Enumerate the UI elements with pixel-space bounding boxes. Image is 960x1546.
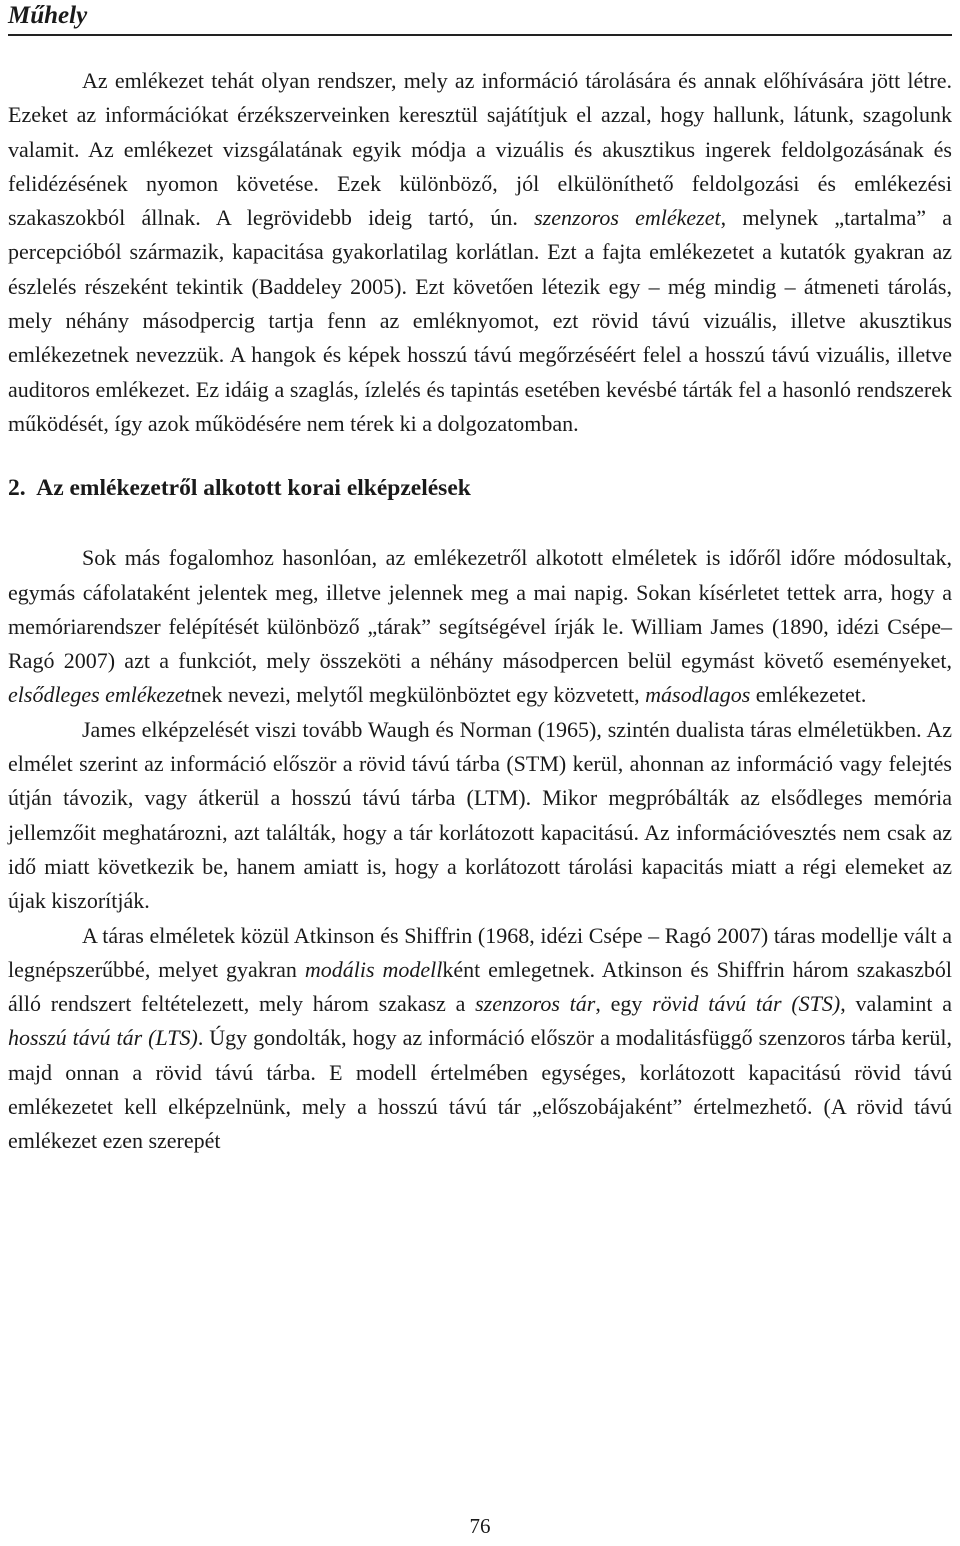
section-number: 2. [8, 475, 26, 502]
italic-term: szenzoros tár [475, 991, 596, 1017]
text-run: Sok más fogalomhoz hasonlóan, az emlékezetről alkotott elméletek is időről időre módosultak, egymás cáfolataként jelentek meg, illetve jelennek meg a mai napig. Sokan kísérletet tettek arra, hogy a memóriarendszer felépítését különböző „tárak” segítségével írják le. William James (1890, idézi Csépe–Ragó 2007) azt a funkciót, mely összeköti a néhány másodpercen belül egymást követő eseményeket, [8, 545, 952, 674]
text-run: Az emlékezet tehát olyan rendszer, mely az információ tárolására és annak előhívására jött létre. Ezeket az információkat érzékszerveinken keresztül sajátítjuk el azzal, hogy hallunk, látunk, szagolunk valamit. Az emlékezet vizsgálatának egyik módja a vizuális és akusztikus ingerek feldolgozásának és felidézésének nyomon követése. Ezek különböző, jól elkülöníthető feldolgozási és emlékezési szakaszokból állnak. A legrövidebb ideig tartó, ún. [8, 68, 952, 231]
section-paragraphs [8, 541, 952, 1158]
paragraph [8, 541, 952, 712]
section-title: Műhely [8, 2, 88, 29]
italic-term: rövid távú tár (STS) [652, 991, 841, 1017]
section-heading-title: Az emlékezetről alkotott korai elképzelések [36, 475, 471, 502]
text-run: James elképzelését viszi tovább Waugh és Norman (1965), szintén dualista táras elméletükben. Az elmélet szerint az információ először a rövid távú tárba (STM) kerül, ahonnan az információ vagy felejtés útján távozik, vagy átkerül a hosszú távú tárba (LTM). Mikor megpróbálták az elsődleges memória jellemzőit meghatározni, azt találták, hogy a tár korlátozott kapacitású. Az információvesztés nem csak az idő miatt következik be, hanem amiatt is, hogy a korlátozott tárolási kapacitás miatt a régi elemeket az újak kiszorítják. [8, 716, 952, 914]
paragraph [8, 713, 952, 919]
text-run: , melynek „tartalma” a percepcióból származik, kapacitása gyakorlatilag korlátlan. Ezt a fajta emlékezetet a kutatók gyakran az észlelés részeként tekintik (Baddeley 2005). Ezt követően létezik egy – még mindig – átmeneti tárolás, mely néhány másodpercig tartja fenn az emléknyomot, ezt rövid távú vizuális, illetve akusztikus emlékezetnek nevezzük. A hangok és képek hosszú távú megőrzéséért felel a hosszú távú vizuális, illetve auditoros emlékezet. Ez idáig a szaglás, ízlelés és tapintás esetében kevésbé tárták fel a hasonló rendszerek működését, így azok működésére nem térek ki a dolgozatomban. [8, 205, 952, 436]
text-run: ként emlegetnek. Atkinson és Shiffrin három szakaszból álló rendszert feltételezett, mely három szakasz a [8, 956, 952, 1017]
section-heading [8, 471, 952, 505]
text-run: , egy [595, 991, 653, 1017]
text-run: emlékezetet. [750, 682, 867, 708]
italic-term: modális modell [304, 956, 443, 982]
running-header [8, 0, 952, 36]
paragraph [8, 919, 952, 1159]
italic-term: hosszú távú tár (LTS) [8, 1025, 198, 1051]
intro-paragraphs [8, 64, 952, 441]
italic-term: másodlagos [645, 682, 751, 708]
text-run: A táras elméletek közül Atkinson és Shiffrin (1968, idézi Csépe – Ragó 2007) táras modellje vált a legnépszerűbbé, melyet gyakran [8, 922, 952, 982]
italic-term: szenzoros emlékezet [534, 205, 721, 231]
text-run: , valamint a [840, 991, 952, 1017]
italic-term: elsődleges emlékezet [8, 682, 191, 708]
page-body [8, 64, 952, 1159]
page-number: 76 [469, 1514, 491, 1538]
paragraph [8, 64, 952, 441]
text-run: . Úgy gondolták, hogy az információ először a modalitásfüggő szenzoros tárba kerül, majd onnan a rövid távú tárba. E modell értelmében egységes, korlátozott kapacitású rövid távú emlékezetet kell elképzelnünk, mely a hosszú távú tár „előszobájaként” értelmezhető. (A rövid távú emlékezet ezen szerepét [8, 1025, 952, 1154]
text-run: nek nevezi, melytől megkülönböztet egy közvetett, [190, 682, 646, 708]
